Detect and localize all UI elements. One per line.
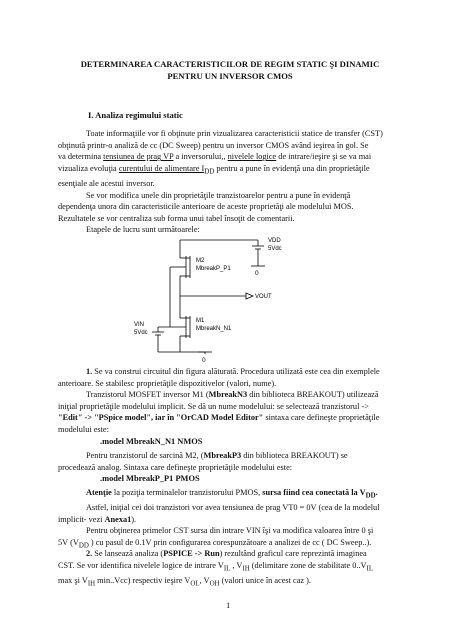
text-run: Tranzistorul MOSFET inversor M1 ( [86,390,209,400]
text-run: Pentru tranzistorul de sarcină M2, ( [86,451,204,460]
m1-name: M1 [196,318,205,324]
text-run: curentului de alimentare I [118,163,205,173]
underlined-term [118,163,215,176]
text-line [58,163,404,178]
text-line [58,487,404,502]
section-heading: I. Analiza regimului static [88,110,183,120]
subscript: OH [209,580,220,588]
text-run: va determina [58,152,102,162]
bold-term: Anexa1 [104,514,132,524]
text-run: de intrare/ieşire şi se va mai [276,152,372,162]
vout-port-icon [246,293,253,299]
text-line [58,560,404,575]
text-run: la poziţia terminalelor tranzistorului PMOS, [111,488,263,497]
intro-paragraph [58,128,404,236]
underlined-term: tensiunea de prag VP [103,152,174,162]
page-number: 1 [226,600,231,610]
m2-model: MbreakP_P1 [196,266,231,272]
vin-label: VIN [134,322,145,328]
text-run: sintaxa care defineşte proprietăţile [263,413,380,423]
text-run: max şi V [58,575,88,585]
text-run: ) rezultând graficul care reprezintă imaginea [219,549,367,558]
step1-paragraph [58,366,404,436]
title-line-1: DETERMINAREA CARACTERISTICILOR DE REGIM STATIC ŞI DINAMIC [80,59,380,69]
step-number: 2. [86,549,93,558]
text-line: va determina tensiunea de prag VP a inversorului,, nivelele logice de intrare/ieşire şi se va mai [58,152,372,162]
ground-label: 0 [255,270,259,277]
subscript: IH [242,565,250,573]
document-title [60,58,400,82]
m1-model: MbreakN_N1 [196,326,232,332]
text-run: CST. Se vor identifica nivelele logice de intrare V [58,560,224,570]
text-line: Astfel, iniţial cei doi tranzistori vor avea tensiunea de prag VT0 = 0V (cea de la modelul [86,503,380,513]
model-pmos: .model MbreakP_P1 PMOS [100,474,200,483]
subscript: IL [223,565,231,573]
text-line [58,548,404,560]
subscript: DD [78,542,89,550]
text-run: implicit- vezi [58,514,105,524]
text-line: Se vor modifica unele din proprietăţile tranzistoarelor pentru a pune în evidenţă [86,190,351,200]
text-run: din biblioteca BREAKOUT) utilizează [247,390,379,400]
title-line-2: PENTRU UN INVERSOR CMOS [167,71,293,81]
step2-paragraph [58,548,404,590]
subscript: OL [190,580,200,588]
ground-label: 0 [202,357,206,364]
text-run: ) cu pasul de 0.1V prin configurarea corespunzătoare a analizei de cc ( DC Sweep..). [88,538,372,548]
text-run: min..Vcc) respectiv ieşire V [95,575,191,585]
model-nmos: .model MbreakN_N1 NMOS [100,437,203,446]
text-run: a inversorului, [173,152,224,162]
m2-name: M2 [196,258,205,264]
subscript: DD [204,168,215,176]
text-line: Pentru obţinerea primelor CST sursa din intrare VIN îşi va modifica valoarea între 0 şi [86,526,374,536]
text-line: dependenţa unora din caracteristicile anterioare de aceste proprietăţi ale modelului MOS. [58,202,354,212]
text-line: modelului este: [58,424,109,434]
text-run: , V [199,575,210,585]
text-line: Rezultatele se vor centraliza sub forma unui tabel însoţit de comentarii. [58,213,295,223]
text-line: anterioare. Se stabilesc proprietăţile dispozitivelor (valori, nume). [58,378,277,388]
vdd-value: 5Vdc [268,246,282,252]
text-run: Se lansează analiza ( [92,549,164,558]
bold-term: PSPICE -> Run [163,549,220,558]
text-line [58,389,404,401]
subscript: IH [87,580,96,588]
text-run: (valori unice în acest caz ). [219,575,311,585]
text-line [58,450,404,462]
text-line [58,575,404,590]
subscript: IL [366,565,374,573]
text-line [58,412,404,424]
text-run: vizualiza evoluţia [58,163,119,173]
text-run: Se va construi circuitul din figura alăturată. Procedura utilizată este cea din exemplele [92,367,380,376]
subscript: DD [365,492,376,500]
vdd-label: VDD [268,238,281,244]
text-line [58,366,404,378]
bold-term [262,488,378,500]
vout-label: VOUT [255,294,272,300]
underlined-term: nivelele logice [227,152,277,162]
text-line [58,514,404,526]
vin-value: 5Vdc [134,330,148,336]
text-run: . [375,488,378,497]
text-run: , V [230,560,243,570]
text-run: sursa fiind cea conectată la V [262,488,366,497]
bold-term: "Edit" -> "PSpice model", iar în "OrCAD Model Editor" [58,413,264,423]
text-run: pentru a pune în evidenţă una din proprietăţile [214,163,370,173]
text-line: Toate informaţiile vor fi obţinute prin vizualizarea caracteristicii statice de transfer (CST) [86,129,383,138]
text-run: (delimitare zone de stabilitate 0..V [249,560,367,570]
text-run: din biblioteca BREAKOUT) se [241,451,348,460]
bold-term: MbreakP3 [203,451,242,460]
text-line: procedează analog. Sintaxa care defineşte proprietăţile modelului este: [58,462,293,472]
step1-paragraph-2 [58,450,404,473]
text-run: ). [131,514,137,524]
text-line: obţinută printr-o analiză de cc (DC Sweep) pentru un inversor CMOS având ieşirea în gol. Se [58,140,369,150]
step-number: 1. [86,367,93,376]
text-run: 5V (V [58,538,79,548]
step1-paragraph-3 [58,487,404,552]
bold-term: MbreakN3 [208,390,248,400]
cmos-inverter-schematic [134,230,350,365]
text-line: Etapele de lucru sunt următoarele: [86,225,200,235]
text-line: esenţiale ale acestui inversor. [58,179,155,189]
text-line: iniţial proprietăţile modelului implicit. Se dă un nume modelului: se selectează tranzistorul -> [58,401,369,411]
bold-term: Atenţie [86,488,112,497]
